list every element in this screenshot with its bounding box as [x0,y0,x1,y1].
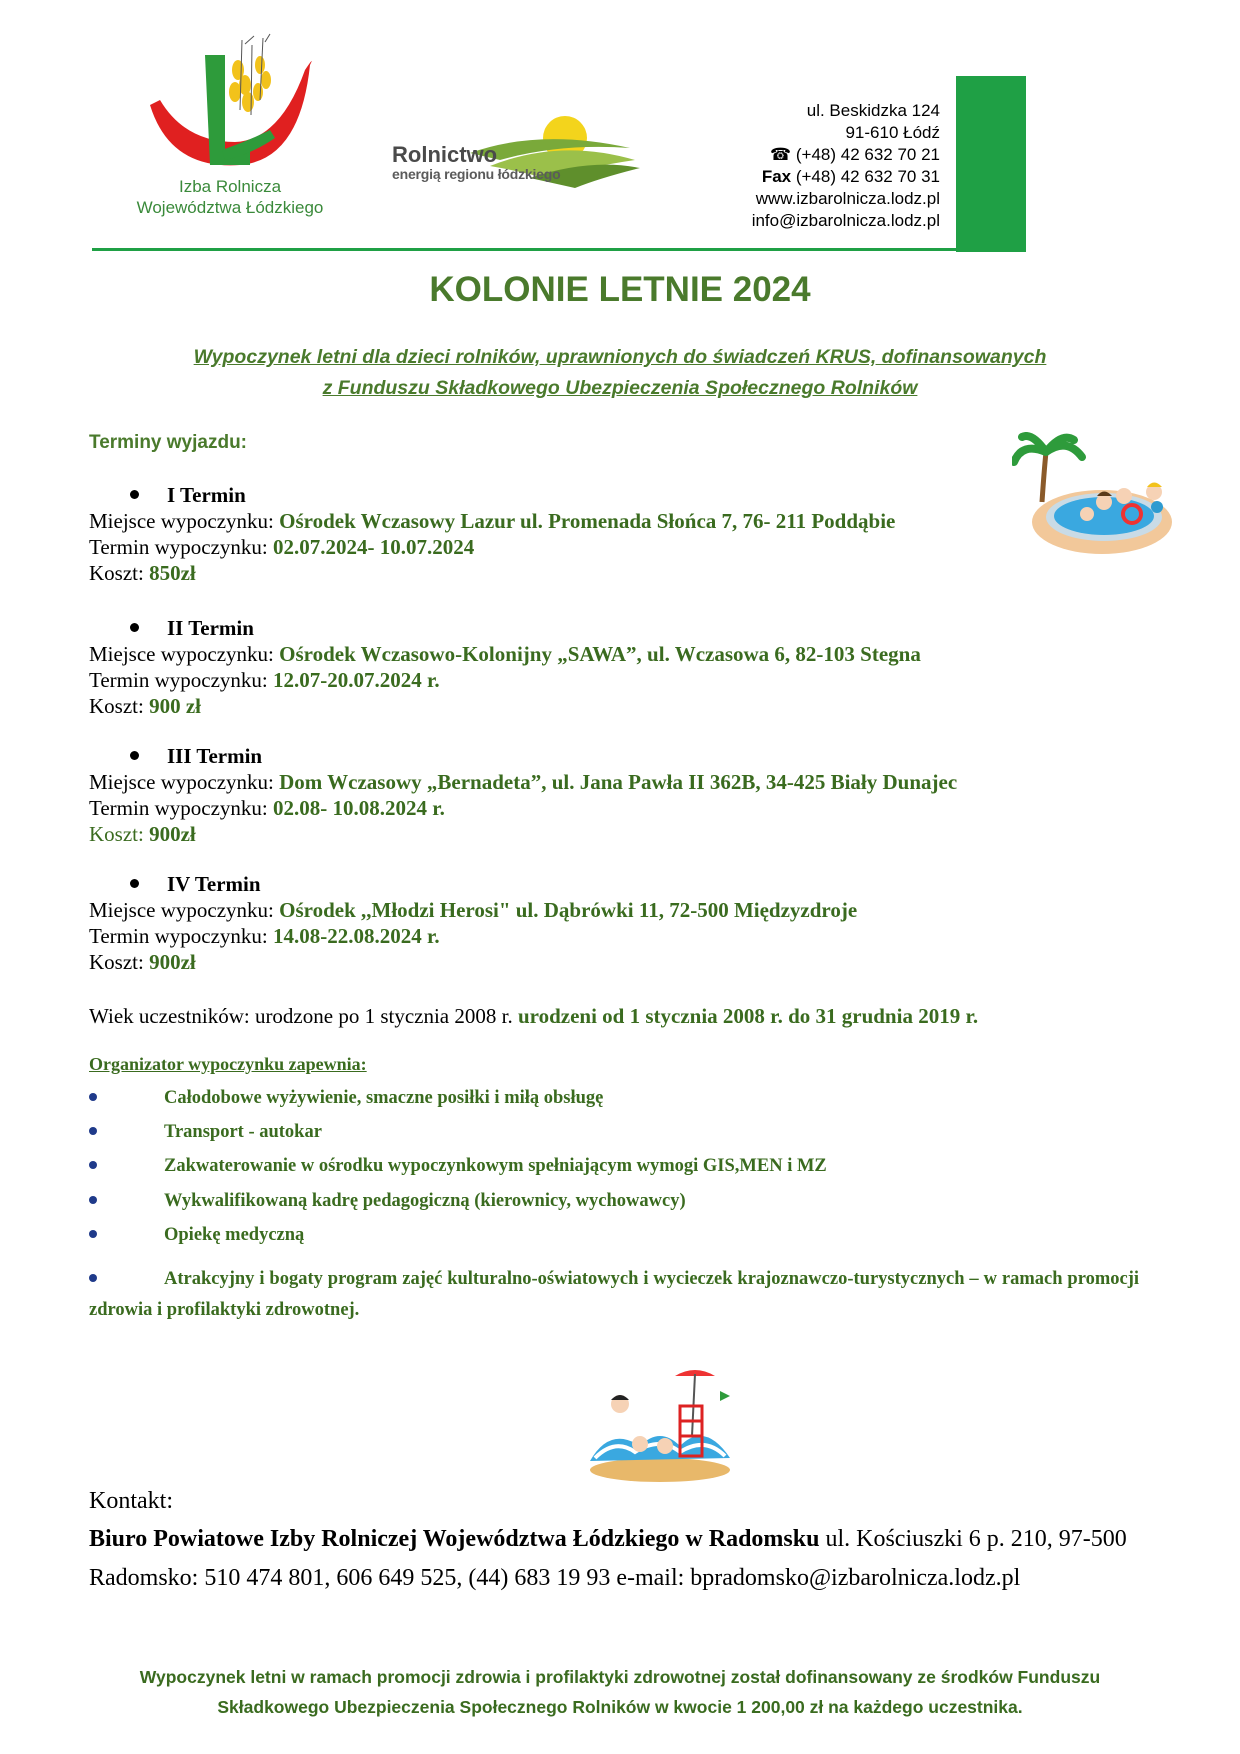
email-link[interactable]: info@izbarolnicza.lodz.pl [751,211,940,230]
address-line1: ul. Beskidzka 124 [806,101,940,120]
organizer-item [89,1088,603,1109]
izba-rolnicza-logo-text [110,176,350,218]
place-label: Miejsce wypoczynku: [89,509,280,533]
term-3-place [89,770,957,795]
fax-label: Fax [761,167,792,186]
participants-age [89,1004,978,1029]
bullet-dot [130,879,139,888]
bullet-dot [130,623,139,632]
logo-text-line1: Izba Rolnicza [178,177,282,196]
organizer-item [89,1264,1139,1326]
bullet-dot [130,490,139,499]
term-1-heading [130,483,246,508]
beach-kids-illustration [580,1366,740,1486]
footer-line2: Składkowego Ubezpieczenia Społecznego Rolników w kwocie 1 200,00 zł na każdego uczestnika. [217,1697,1023,1717]
term-3-cost [89,822,196,847]
term-3-date [89,796,445,821]
term-1-place [89,509,895,534]
organizer-item [89,1225,304,1246]
pool-kids-illustration [1012,432,1172,562]
term-2-name: II Termin [167,616,254,640]
term-3-date-value: 02.08- 10.08.2024 r. [273,796,445,820]
term-4-cost [89,950,196,975]
term-1-cost-value: 850zł [149,561,196,585]
organizer-item-text: Zakwaterowanie w ośrodku wypoczynkowym spełniającym wymogi GIS,MEN i MZ [164,1156,827,1176]
contact-text [89,1520,1149,1598]
term-1-name: I Termin [167,483,246,507]
term-2-cost [89,694,201,719]
bullet-dot [89,1274,97,1282]
bullet-dot [89,1161,97,1169]
cost-label: Koszt: [89,822,150,846]
fax-line [752,166,940,188]
organizer-item [89,1122,322,1143]
term-3-heading [130,744,262,769]
date-label: Termin wypoczynku: [89,668,273,692]
place-label: Miejsce wypoczynku: [89,770,280,794]
bullet-dot [89,1127,97,1135]
organizer-item-text: Wykwalifikowaną kadrę pedagogiczną (kierownicy, wychowawcy) [164,1191,686,1211]
term-4-date-value: 14.08-22.08.2024 r. [273,924,440,948]
subtitle-line1: Wypoczynek letni dla dzieci rolników, uprawnionych do świadczeń KRUS, dofinansowanych [193,346,1047,368]
term-3-place-value: Dom Wczasowy „Bernadeta”, ul. Jana Pawła II 362B, 34-425 Biały Dunajec [279,770,958,794]
organizer-item-text: Opiekę medyczną [164,1225,305,1245]
term-1-date [89,535,474,560]
organizer-item-text: Transport - autokar [164,1122,322,1142]
footer-line1: Wypoczynek letni w ramach promocji zdrowia i profilaktyki zdrowotnej został dofinansowany ze środków Funduszu [139,1667,1101,1687]
age-label: Wiek uczestników: urodzone po 1 stycznia 2008 r. [89,1004,518,1028]
term-4-date [89,924,440,949]
term-4-place-value: Ośrodek ,,Młodzi Herosi" ul. Dąbrówki 11, 72-500 Międzyzdroje [279,898,858,922]
phone-line: ☎ (+48) 42 632 70 21 [769,145,940,164]
term-4-place [89,898,857,923]
term-2-place [89,642,921,667]
organizer-item [89,1191,686,1212]
organizer-item-text: Atrakcyjny i bogaty program zajęć kulturalno-oświatowych i wycieczek krajoznawczo-turystycznych – w ramach promocji zdrowia i profilaktyki zdrowotnej. [89,1269,1139,1320]
term-1-place-value: Ośrodek Wczasowy Lazur ul. Promenada Słońca 7, 76- 211 Poddąbie [279,509,896,533]
cost-label: Koszt: [89,950,150,974]
cost-label: Koszt: [89,561,150,585]
term-3-name: III Termin [167,744,263,768]
cost-label: Koszt: [89,694,150,718]
term-4-name: IV Termin [167,872,261,896]
term-2-heading [130,616,254,641]
bullet-dot [89,1230,97,1238]
header-contact-block [752,100,940,232]
address-line2: 91-610 Łódź [845,123,940,142]
place-label: Miejsce wypoczynku: [89,898,280,922]
term-1-cost [89,561,196,586]
www-link[interactable]: www.izbarolnicza.lodz.pl [755,189,940,208]
page-title: KOLONIE LETNIE 2024 [429,270,811,309]
subtitle-line2: z Funduszu Składkowego Ubezpieczenia Społecznego Rolników [322,377,918,399]
term-2-place-value: Ośrodek Wczasowo-Kolonijny „SAWA”, ul. Wczasowa 6, 82-103 Stegna [279,642,921,666]
header-accent-bar [956,76,1026,252]
term-4-heading [130,872,261,897]
fax-number: (+48) 42 632 70 31 [791,167,940,186]
organizer-item [89,1156,827,1177]
term-2-cost-value: 900 zł [149,694,201,718]
logo-text-line2: Województwa Łódzkiego [136,198,324,217]
organizer-heading: Organizator wypoczynku zapewnia: [89,1054,367,1074]
bullet-dot [89,1093,97,1101]
contact-label: Kontakt: [89,1488,173,1514]
bullet-dot [89,1196,97,1204]
date-label: Termin wypoczynku: [89,535,273,559]
date-label: Termin wypoczynku: [89,924,273,948]
age-value: urodzeni od 1 stycznia 2008 r. do 31 grudnia 2019 r. [517,1004,979,1028]
term-2-date-value: 12.07-20.07.2024 r. [273,668,440,692]
rolnictwo-logo-subtitle: energią regionu łódzkiego [392,166,561,182]
term-2-date [89,668,440,693]
terms-heading: Terminy wyjazdu: [89,432,248,453]
footer-note [0,1662,1240,1722]
contact-org: Biuro Powiatowe Izby Rolniczej Województwa Łódzkiego w Radomsku [89,1526,820,1552]
date-label: Termin wypoczynku: [89,796,273,820]
term-4-cost-value: 900zł [149,950,196,974]
organizer-item-text: Całodobowe wyżywienie, smaczne posiłki i miłą obsługę [164,1088,604,1108]
place-label: Miejsce wypoczynku: [89,642,280,666]
contact-details: ul. Kościuszki 6 p. 210, 97-500 Radomsko: 510 474 801, 606 649 525, (44) 683 19 93 e-mail: bpradomsko@izbarolnicza.lodz.pl [89,1526,1127,1591]
term-1-date-value: 02.07.2024- 10.07.2024 [273,535,475,559]
header-divider [92,248,1026,251]
term-3-cost-value: 900zł [149,822,196,846]
rolnictwo-logo-title: Rolnictwo [392,142,498,167]
bullet-dot [130,751,139,760]
